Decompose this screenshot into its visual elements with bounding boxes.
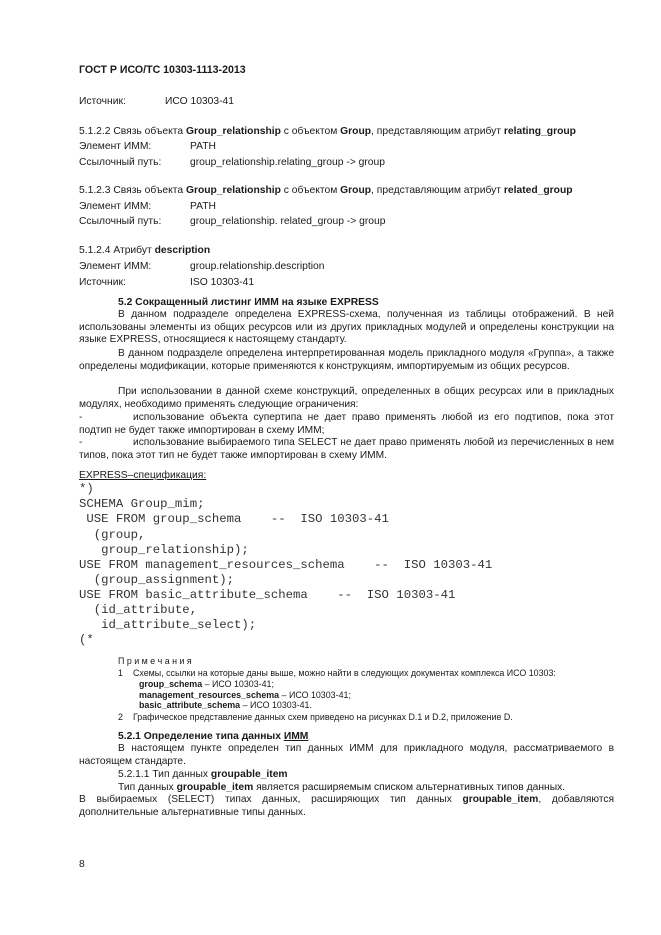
section-title-underlined: ИММ <box>283 731 309 742</box>
note-text: Графическое представление данных схем приведено на рисунках D.1 и D.2, приложение D. <box>133 712 513 722</box>
code-line: (id_attribute, <box>79 603 198 617</box>
section-5-1-2-4-heading <box>79 245 210 257</box>
note-number: 1 <box>118 668 123 678</box>
note-number: 2 <box>118 712 123 722</box>
code-line: (* <box>79 633 94 647</box>
mim-element-row <box>79 141 216 153</box>
text-run: , добавляются дополнительные альтернативные типы данных. <box>79 794 614 818</box>
paragraph: В данном подразделе определена EXPRESS-схема, полученная из таблицы отображений. В ней использованы элементы из общих ресурсов или из других прикладных модулей и определены конструкции на языке EXPRESS, относящиеся к настоящему стандарту. <box>79 309 614 346</box>
section-number: 5.1.2.4 Атрибут <box>79 245 152 256</box>
note-reference <box>139 679 274 690</box>
schema-name: management_resources_schema <box>139 690 280 700</box>
source-label: Источник: <box>79 96 126 107</box>
paragraph <box>79 794 614 819</box>
section-number: 5.1.2.2 Связь объекта <box>79 126 184 137</box>
bullet-dash: - <box>79 412 83 423</box>
document-header: ГОСТ Р ИСО/ТС 10303-1113-2013 <box>79 64 246 76</box>
schema-name: group_schema <box>139 679 203 689</box>
schema-source: – ИСО 10303-41; <box>279 690 351 700</box>
schema-name: basic_attribute_schema <box>139 700 241 710</box>
type-name: groupable_item <box>462 794 539 805</box>
heading-text: , представляющим атрибут <box>371 185 501 196</box>
section-5-1-2-2-heading <box>79 126 576 138</box>
source-value: ИСО 10303-41 <box>165 96 234 107</box>
code-line: USE FROM management_resources_schema -- ISO 10303-41 <box>79 558 493 572</box>
code-line: (group, <box>79 528 146 542</box>
mim-element-label: Элемент ИММ: <box>79 261 152 272</box>
reference-path-row <box>79 216 386 228</box>
source-label: Источник: <box>79 277 126 288</box>
list-item: использование выбираемого типа SELECT не дает право применять любой из перечисленных в нем типов, пока этот тип не будет также импортирован в схему ИММ. <box>79 437 614 461</box>
bullet-dash: - <box>79 437 83 448</box>
heading-text: , представляющим атрибут <box>371 126 501 137</box>
type-name: groupable_item <box>210 769 288 780</box>
list-item: использование объекта супертипа не дает право применять любой из его подтипов, пока этот подтип не будет также импортирован в схему ИММ; <box>79 412 614 436</box>
code-line: *) <box>79 482 94 496</box>
mim-element-value: group.relationship.description <box>190 261 325 272</box>
entity-name: Group_relationship <box>185 185 281 196</box>
target-entity: Group <box>340 185 372 196</box>
source-row <box>79 277 254 289</box>
reference-path-row <box>79 157 385 169</box>
type-name: groupable_item <box>176 782 254 793</box>
text-run: В выбираемых (SELECT) типах данных, расширяющих тип данных <box>79 794 452 805</box>
source-line <box>79 96 234 108</box>
note-text: Схемы, ссылки на которые даны выше, можно найти в следующих документах комплекса ИСО 10303: <box>133 668 556 678</box>
target-entity: Group <box>340 126 372 137</box>
schema-source: – ИСО 10303-41; <box>202 679 274 689</box>
heading-text: с объектом <box>283 185 338 196</box>
code-line: id_attribute_select); <box>79 618 257 632</box>
section-5-2-1-1-heading <box>118 769 288 781</box>
section-number: 5.2.1.1 Тип данных <box>118 769 209 780</box>
attribute-name: related_group <box>503 185 573 196</box>
mim-element-value: PATH <box>190 141 216 152</box>
text-run: Тип данных <box>118 782 174 793</box>
code-line: (group_assignment); <box>79 573 234 587</box>
code-line: group_relationship); <box>79 543 249 557</box>
reference-path-value: group_relationship. related_group -> group <box>190 216 386 227</box>
paragraph: В данном подразделе определена интерпретированная модель прикладного модуля «Группа», а также определены модификации, которые применяются к конструкциям, импортируемым из общих ресурсов. <box>79 348 614 372</box>
section-5-2-title: 5.2 Сокращенный листинг ИММ на языке EXPRESS <box>118 297 379 308</box>
section-5-2-1-title <box>118 731 308 743</box>
heading-text: с объектом <box>283 126 338 137</box>
text-run: является расширяемым списком альтернативных типов данных. <box>256 782 566 793</box>
section-number: 5.1.2.3 Связь объекта <box>79 185 184 196</box>
entity-name: Group_relationship <box>185 126 281 137</box>
express-spec-label: EXPRESS–спецификация: <box>79 470 207 481</box>
code-line: USE FROM group_schema -- ISO 10303-41 <box>79 512 389 526</box>
code-line: USE FROM basic_attribute_schema -- ISO 10303-41 <box>79 588 456 602</box>
notes-title: П р и м е ч а н и я <box>118 656 192 666</box>
reference-path-value: group_relationship.relating_group -> group <box>190 157 385 168</box>
mim-element-label: Элемент ИММ: <box>79 141 152 152</box>
mim-element-row <box>79 261 325 273</box>
paragraph: При использовании в данной схеме конструкций, определенных в общих ресурсах или в прикладных модулях, необходимо применять следующие ограничения: <box>79 386 614 410</box>
attribute-name: relating_group <box>503 126 576 137</box>
section-title-text: 5.2.1 Определение типа данных <box>118 731 281 742</box>
source-value: ISO 10303-41 <box>190 277 255 288</box>
code-line: SCHEMA Group_mim; <box>79 497 205 511</box>
attribute-name: description <box>154 245 211 256</box>
mim-element-label: Элемент ИММ: <box>79 201 152 212</box>
note-reference <box>139 700 312 711</box>
schema-source: – ИСО 10303-41. <box>240 700 312 710</box>
paragraph: В настоящем пункте определен тип данных ИММ для прикладного модуля, рассматриваемого в настоящем стандарте. <box>79 743 614 767</box>
page-number: 8 <box>79 859 85 870</box>
section-5-1-2-3-heading <box>79 185 573 197</box>
reference-path-label: Ссылочный путь: <box>79 157 162 168</box>
reference-path-label: Ссылочный путь: <box>79 216 162 227</box>
mim-element-row <box>79 201 216 213</box>
paragraph <box>118 782 565 794</box>
mim-element-value: PATH <box>190 201 216 212</box>
